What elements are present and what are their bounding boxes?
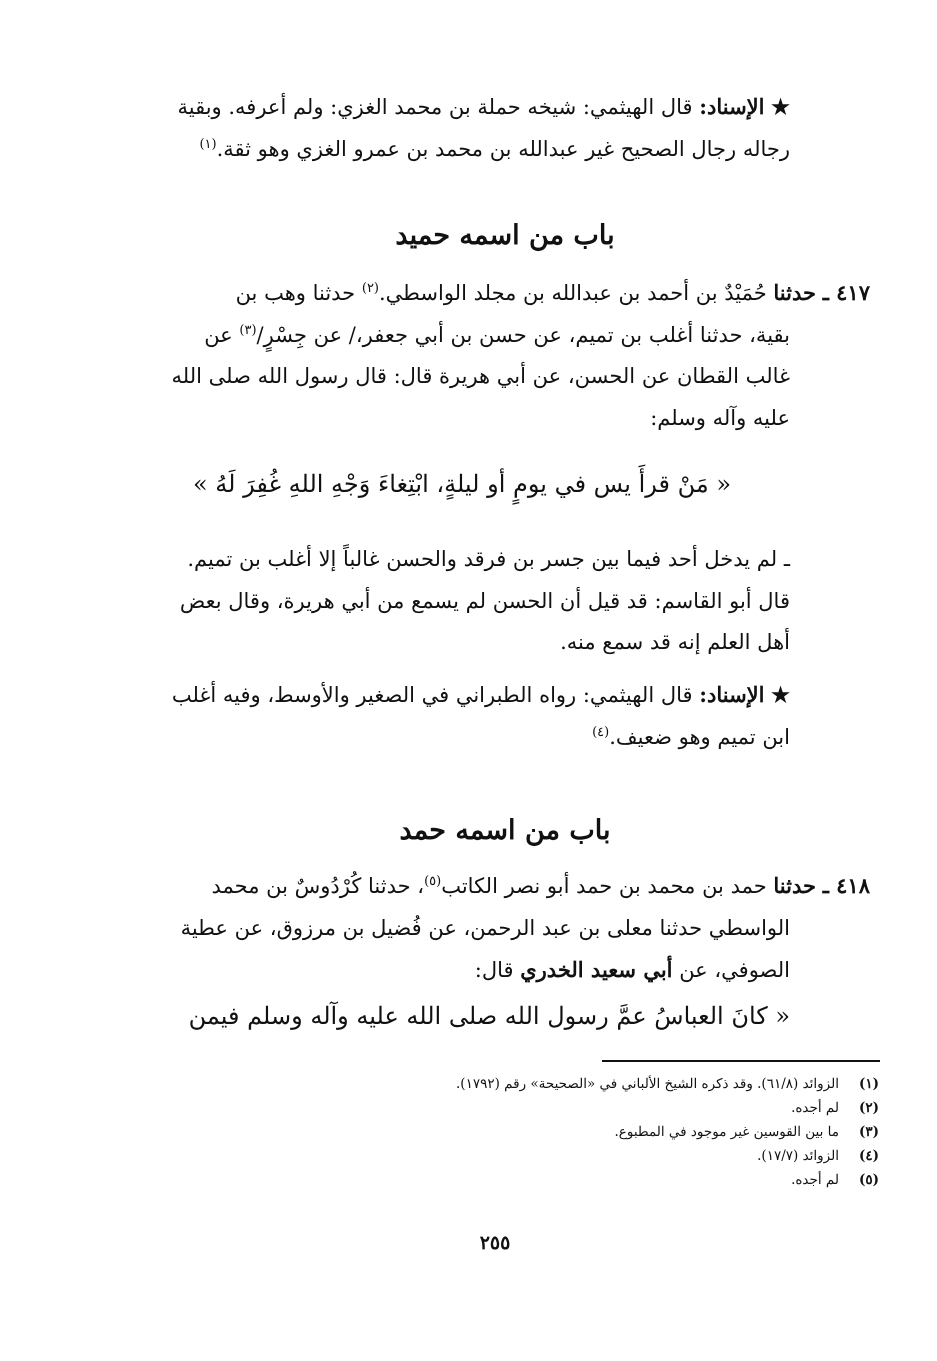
- footnote-number: (١): [858, 1076, 879, 1092]
- footnote-ref-5: (٥): [424, 874, 442, 889]
- star-icon: ★: [771, 682, 790, 707]
- footnote-4: [119, 1145, 879, 1167]
- isnad-2-line-1: [134, 674, 790, 717]
- isnad-2-text-1: قال الهيثمي: رواه الطبراني في الصغير والأوسط، وفيه أغلب: [171, 683, 693, 707]
- hadith-418-line-3: [134, 949, 790, 992]
- comment-line-2: قال أبو القاسم: قد قيل أن الحسن لم يسمع من أبي هريرة، وقال بعض: [179, 588, 790, 613]
- footnote-text: لم أجده.: [791, 1100, 839, 1116]
- isnad-2-line-2: [134, 717, 790, 759]
- isnad-1-text-1: قال الهيثمي: شيخه حملة بن محمد الغزي: ولم أعرفه. وبقية: [177, 95, 693, 119]
- isnad-1-line-1: [134, 86, 790, 129]
- hadith-418: [134, 865, 870, 1037]
- footnote-text: لم أجده.: [791, 1172, 839, 1188]
- section-heading-humaid: باب من اسمه حميد: [395, 220, 615, 251]
- footnote-ref-4: (٤): [592, 724, 610, 740]
- hadith-lead: حدثنا: [773, 280, 816, 305]
- hadith-417-line-4: عليه وآله وسلم:: [650, 405, 790, 430]
- footnote-number: (٣): [858, 1124, 879, 1140]
- isnad-label: الإسناد:: [699, 682, 765, 707]
- footnote-text: الزوائد (٦١/٨). وقد ذكره الشيخ الألباني في «الصحيحة» رقم (١٧٩٢).: [456, 1076, 839, 1092]
- footnote-number: (٢): [858, 1100, 879, 1116]
- footnote-number: (٤): [858, 1148, 879, 1164]
- isnad-2-text-2: ابن تميم وهو ضعيف.: [609, 724, 790, 749]
- hadith-417-comment: [134, 539, 790, 664]
- footnote-text: ما بين القوسين غير موجود في المطبوع.: [614, 1124, 839, 1140]
- footnote-number: (٥): [858, 1172, 879, 1188]
- isnad-label: الإسناد:: [699, 94, 765, 119]
- footnote-5: [119, 1169, 879, 1191]
- isnad-1-text-2: رجاله رجال الصحيح غير عبدالله بن محمد بن عمرو الغزي وهو ثقة.: [216, 136, 790, 161]
- hadith-418-text-3a: الصوفي، عن: [679, 958, 790, 982]
- hadith-418-text-1-end: ، حدثنا كُرْدُوسٌ بن محمد: [211, 874, 425, 898]
- star-icon: ★: [771, 94, 790, 119]
- footnote-1: [119, 1073, 879, 1095]
- section-heading-hamd: باب من اسمه حمد: [399, 815, 611, 846]
- hadith-417-text-1: حُمَيْدٌ بن أحمد بن عبدالله بن مجلد الواسطي.: [379, 281, 767, 305]
- hadith-number: ٤١٨ ـ: [822, 873, 870, 898]
- page-number: ٢٥٥: [479, 1232, 511, 1254]
- hadith-417-text-2-end: عن: [204, 322, 233, 347]
- hadith-417-line-1: [134, 272, 870, 315]
- hadith-418-text-1: حمد بن محمد بن حمد أبو نصر الكاتب: [441, 874, 767, 898]
- hadith-417-line-2: [134, 315, 790, 357]
- hadith-418-text-3c: قال:: [474, 958, 514, 982]
- hadith-418-line-2: الواسطي حدثنا معلى بن عبد الرحمن، عن فُضيل بن مرزوق، عن عطية: [180, 915, 790, 940]
- isnad-note-1: [134, 86, 790, 170]
- hadith-417-line-3: غالب القطان عن الحسن، عن أبي هريرة قال: قال رسول الله صلى الله: [171, 364, 790, 388]
- narrator-name: أبي سعيد الخدري: [520, 957, 673, 982]
- isnad-note-2: [134, 674, 790, 758]
- footnote-ref-3: (٣): [239, 322, 257, 338]
- hadith-418-matn: « كانَ العباسُ عمَّ رسول الله صلى الله عليه وآله وسلم فيمن: [188, 1001, 790, 1030]
- footnote-ref-1: (١): [199, 136, 217, 152]
- comment-line-1: ـ لم يدخل أحد فيما بين جسر بن فرقد والحسن غالباً إلا أغلب بن تميم.: [187, 547, 790, 571]
- hadith-number: ٤١٧ ـ: [822, 280, 870, 305]
- footnote-ref-2: (٢): [361, 281, 379, 296]
- isnad-1-line-2: [134, 129, 790, 171]
- footnote-divider: [602, 1060, 880, 1062]
- hadith-418-line-1: [134, 865, 870, 908]
- footnote-2: [119, 1097, 879, 1119]
- footnote-3: [119, 1121, 879, 1143]
- hadith-417: [134, 272, 870, 439]
- footnote-text: الزوائد (١٧/٧).: [757, 1148, 839, 1164]
- comment-line-3: أهل العلم إنه قد سمع منه.: [560, 630, 790, 654]
- hadith-lead: حدثنا: [773, 873, 816, 898]
- hadith-417-text-1-end: حدثنا وهب بن: [235, 281, 356, 305]
- hadith-417-matn: « مَنْ قرأَ يس في يومٍ أو ليلةٍ، ابْتِغاءَ وَجْهِ اللهِ غُفِرَ لَهُ »: [192, 470, 732, 498]
- hadith-417-text-2: بقية، حدثنا أغلب بن تميم، عن حسن بن أبي جعفر،/ عن جِسْرٍ/: [256, 322, 790, 347]
